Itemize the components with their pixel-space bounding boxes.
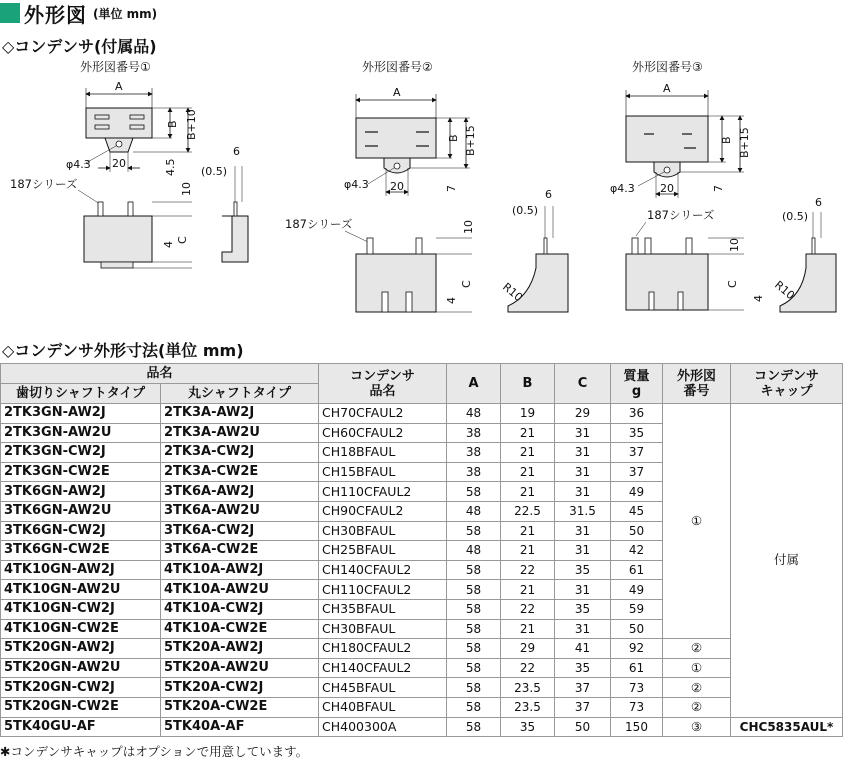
figure-2-dim-6: 6	[545, 188, 552, 201]
cell-capacitor: CH70CFAUL2	[319, 404, 447, 424]
cell-round-model: 2TK3A-CW2E	[161, 462, 319, 482]
cell-capacitor: CH90CFAUL2	[319, 501, 447, 521]
cell-mass: 73	[611, 697, 663, 717]
cell-a: 38	[447, 462, 501, 482]
cell-gear-model: 4TK10GN-AW2U	[1, 580, 161, 600]
cell-figure: ②	[663, 697, 731, 717]
cell-a: 58	[447, 580, 501, 600]
cell-figure: ③	[663, 717, 731, 737]
cell-gear-model: 3TK6GN-CW2J	[1, 521, 161, 541]
cell-b: 21	[501, 619, 555, 639]
cell-c: 31	[555, 482, 611, 502]
cell-a: 58	[447, 658, 501, 678]
cell-capacitor: CH140CFAUL2	[319, 658, 447, 678]
figure-1-series: 187シリーズ	[10, 177, 78, 191]
table-row	[1, 404, 843, 424]
cell-b: 21	[501, 482, 555, 502]
cell-capacitor: CH35BFAUL	[319, 599, 447, 619]
cell-a: 58	[447, 619, 501, 639]
figure-2-dim-b: B	[447, 134, 460, 142]
figure-2-radius: R10	[500, 280, 526, 305]
cell-capacitor: CH25BFAUL	[319, 541, 447, 561]
cell-mass: 150	[611, 717, 663, 737]
cell-round-model: 5TK40A-AF	[161, 717, 319, 737]
section-title-dimensions: ◇コンデンサ外形寸法(単位 mm)	[2, 341, 244, 360]
cell-mass: 61	[611, 560, 663, 580]
cell-c: 35	[555, 599, 611, 619]
cell-b: 35	[501, 717, 555, 737]
cell-c: 31	[555, 521, 611, 541]
figure-1-dim-c: C	[176, 236, 189, 244]
cell-mass: 73	[611, 678, 663, 698]
header-round-shaft: 丸シャフトタイプ	[161, 384, 319, 404]
outline-drawings-svg	[0, 56, 850, 336]
cell-b: 21	[501, 443, 555, 463]
cell-round-model: 3TK6A-AW2J	[161, 482, 319, 502]
cell-a: 58	[447, 678, 501, 698]
figure-3	[610, 59, 836, 312]
page-title: 外形図	[24, 2, 87, 27]
cell-c: 37	[555, 678, 611, 698]
page-unit: (単位 mm)	[93, 6, 158, 21]
cell-round-model: 3TK6A-AW2U	[161, 501, 319, 521]
cell-capacitor: CH40BFAUL	[319, 697, 447, 717]
cell-mass: 50	[611, 619, 663, 639]
outline-drawings	[0, 56, 850, 336]
cell-a: 58	[447, 697, 501, 717]
cell-b: 22	[501, 658, 555, 678]
figure-3-pitch: 20	[660, 182, 674, 195]
cell-gear-model: 2TK3GN-CW2E	[1, 462, 161, 482]
cell-b: 21	[501, 423, 555, 443]
cell-b: 21	[501, 541, 555, 561]
cell-figure-merged: ①	[663, 404, 731, 639]
figure-1-pitch: 20	[112, 157, 126, 170]
figure-3-dim-b: B	[720, 136, 733, 144]
cell-capacitor: CH18BFAUL	[319, 443, 447, 463]
figure-1	[10, 59, 248, 268]
cell-c: 41	[555, 639, 611, 659]
cell-mass: 92	[611, 639, 663, 659]
table-row	[1, 717, 843, 737]
cell-gear-model: 5TK40GU-AF	[1, 717, 161, 737]
cell-b: 19	[501, 404, 555, 424]
cell-capacitor: CH60CFAUL2	[319, 423, 447, 443]
cell-round-model: 4TK10A-CW2J	[161, 599, 319, 619]
cell-capacitor: CH110CFAUL2	[319, 580, 447, 600]
figure-2-dim-c: C	[460, 280, 473, 288]
cell-a: 38	[447, 443, 501, 463]
cell-mass: 50	[611, 521, 663, 541]
table-row	[1, 658, 843, 678]
figure-3-dim-c: C	[726, 280, 739, 288]
figure-2-dim-05: (0.5)	[512, 204, 539, 217]
cell-gear-model: 4TK10GN-AW2J	[1, 560, 161, 580]
cell-c: 37	[555, 697, 611, 717]
table-row	[1, 678, 843, 698]
section-title-capacitor: ◇コンデンサ(付属品)	[2, 37, 157, 56]
cell-a: 48	[447, 541, 501, 561]
figure-2-pitch: 20	[390, 180, 404, 193]
figure-1-hole: φ4.3	[66, 158, 91, 171]
cell-b: 29	[501, 639, 555, 659]
cell-capacitor: CH30BFAUL	[319, 619, 447, 639]
figure-2-dim-4: 4	[445, 297, 458, 304]
figure-3-dim-a: A	[663, 82, 671, 95]
cell-gear-model: 3TK6GN-AW2U	[1, 501, 161, 521]
cell-round-model: 2TK3A-AW2J	[161, 404, 319, 424]
header-figure-number: 外形図 番号	[663, 364, 731, 404]
cell-mass: 37	[611, 443, 663, 463]
cell-a: 58	[447, 639, 501, 659]
cell-gear-model: 5TK20GN-CW2E	[1, 697, 161, 717]
cell-capacitor: CH15BFAUL	[319, 462, 447, 482]
figure-1-dim-4: 4	[162, 241, 175, 248]
cell-mass: 59	[611, 599, 663, 619]
cell-b: 23.5	[501, 678, 555, 698]
figure-2-dim-b-plus: B+15	[464, 125, 477, 156]
figure-1-dim-a: A	[115, 80, 123, 93]
table-row	[1, 697, 843, 717]
cell-b: 21	[501, 521, 555, 541]
cell-c: 31	[555, 580, 611, 600]
footnote: ✱コンデンサキャップはオプションで用意しています。	[0, 744, 309, 759]
figure-2-title: 外形図番号②	[362, 60, 433, 74]
figure-1-dim-45: 4.5	[164, 158, 177, 176]
figure-3-dim-b-plus: B+15	[738, 127, 751, 158]
cell-capacitor: CH30BFAUL	[319, 521, 447, 541]
cell-c: 31	[555, 541, 611, 561]
cell-mass: 49	[611, 482, 663, 502]
figure-3-radius: R10	[772, 278, 798, 303]
figure-2	[285, 59, 568, 312]
figure-3-dim-4: 4	[752, 295, 765, 302]
table-row	[1, 639, 843, 659]
cell-a: 48	[447, 501, 501, 521]
cell-gear-model: 4TK10GN-CW2J	[1, 599, 161, 619]
cell-mass: 42	[611, 541, 663, 561]
cell-a: 58	[447, 717, 501, 737]
cell-b: 22	[501, 599, 555, 619]
header-product-name: 品名	[1, 364, 319, 384]
figure-1-dim-b-plus: B+10	[185, 109, 198, 140]
figure-1-dim-05: (0.5)	[201, 165, 228, 178]
cell-mass: 45	[611, 501, 663, 521]
cell-a: 48	[447, 404, 501, 424]
cell-gear-model: 4TK10GN-CW2E	[1, 619, 161, 639]
figure-3-dim-10: 10	[728, 238, 741, 252]
cell-b: 23.5	[501, 697, 555, 717]
cell-capacitor: CH45BFAUL	[319, 678, 447, 698]
figure-2-dim-10: 10	[462, 220, 475, 234]
cell-figure: ②	[663, 678, 731, 698]
figure-1-title: 外形図番号①	[80, 60, 151, 74]
figure-3-title: 外形図番号③	[632, 60, 703, 74]
cell-cap-included-merged: 付属	[731, 404, 843, 718]
figure-2-series: 187シリーズ	[285, 217, 353, 231]
header-capacitor-name: コンデンサ 品名	[319, 364, 447, 404]
cell-c: 31.5	[555, 501, 611, 521]
cell-c: 31	[555, 462, 611, 482]
header-mass: 質量 g	[611, 364, 663, 404]
header-c: C	[555, 364, 611, 404]
cell-round-model: 4TK10A-CW2E	[161, 619, 319, 639]
cell-gear-model: 5TK20GN-AW2J	[1, 639, 161, 659]
cell-mass: 61	[611, 658, 663, 678]
cell-round-model: 4TK10A-AW2U	[161, 580, 319, 600]
cell-c: 31	[555, 423, 611, 443]
cell-gear-model: 2TK3GN-CW2J	[1, 443, 161, 463]
capacitor-dimensions-table	[0, 363, 843, 737]
cell-figure: ①	[663, 658, 731, 678]
header-b: B	[501, 364, 555, 404]
cell-round-model: 2TK3A-CW2J	[161, 443, 319, 463]
cell-capacitor: CH400300A	[319, 717, 447, 737]
cell-mass: 35	[611, 423, 663, 443]
cell-c: 35	[555, 658, 611, 678]
cell-a: 58	[447, 560, 501, 580]
figure-2-dim-7: 7	[445, 185, 458, 192]
cell-gear-model: 5TK20GN-AW2U	[1, 658, 161, 678]
figure-1-dim-10: 10	[180, 182, 193, 196]
cell-round-model: 3TK6A-CW2J	[161, 521, 319, 541]
cell-a: 58	[447, 599, 501, 619]
cell-round-model: 5TK20A-AW2U	[161, 658, 319, 678]
cell-b: 22	[501, 560, 555, 580]
cell-capacitor-cap: CHC5835AUL*	[731, 717, 843, 737]
figure-3-hole: φ4.3	[610, 182, 635, 195]
cell-round-model: 3TK6A-CW2E	[161, 541, 319, 561]
cell-c: 31	[555, 619, 611, 639]
cell-capacitor: CH110CFAUL2	[319, 482, 447, 502]
cell-round-model: 5TK20A-AW2J	[161, 639, 319, 659]
cell-a: 58	[447, 521, 501, 541]
figure-3-dim-7: 7	[712, 185, 725, 192]
cell-c: 50	[555, 717, 611, 737]
figure-2-dim-a: A	[393, 86, 401, 99]
section-marker-icon	[0, 3, 20, 23]
figure-3-dim-05: (0.5)	[782, 210, 809, 223]
header-capacitor-cap: コンデンサ キャップ	[731, 364, 843, 404]
cell-b: 22.5	[501, 501, 555, 521]
figure-3-dim-6: 6	[815, 196, 822, 209]
cell-round-model: 4TK10A-AW2J	[161, 560, 319, 580]
cell-c: 29	[555, 404, 611, 424]
cell-capacitor: CH180CFAUL2	[319, 639, 447, 659]
cell-gear-model: 3TK6GN-CW2E	[1, 541, 161, 561]
cell-a: 38	[447, 423, 501, 443]
cell-round-model: 5TK20A-CW2J	[161, 678, 319, 698]
cell-b: 21	[501, 580, 555, 600]
cell-capacitor: CH140CFAUL2	[319, 560, 447, 580]
header-gear-shaft: 歯切りシャフトタイプ	[1, 384, 161, 404]
cell-round-model: 2TK3A-AW2U	[161, 423, 319, 443]
cell-c: 31	[555, 443, 611, 463]
cell-round-model: 5TK20A-CW2E	[161, 697, 319, 717]
cell-mass: 36	[611, 404, 663, 424]
page-header	[0, 0, 157, 26]
cell-a: 58	[447, 482, 501, 502]
cell-gear-model: 5TK20GN-CW2J	[1, 678, 161, 698]
cell-b: 21	[501, 462, 555, 482]
cell-c: 35	[555, 560, 611, 580]
cell-gear-model: 2TK3GN-AW2U	[1, 423, 161, 443]
header-a: A	[447, 364, 501, 404]
figure-1-dim-b: B	[166, 120, 179, 128]
figure-1-dim-6: 6	[233, 145, 240, 158]
cell-mass: 37	[611, 462, 663, 482]
figure-2-hole: φ4.3	[344, 178, 369, 191]
cell-mass: 49	[611, 580, 663, 600]
cell-figure: ②	[663, 639, 731, 659]
cell-gear-model: 3TK6GN-AW2J	[1, 482, 161, 502]
figure-3-series: 187シリーズ	[647, 208, 715, 222]
cell-gear-model: 2TK3GN-AW2J	[1, 404, 161, 424]
